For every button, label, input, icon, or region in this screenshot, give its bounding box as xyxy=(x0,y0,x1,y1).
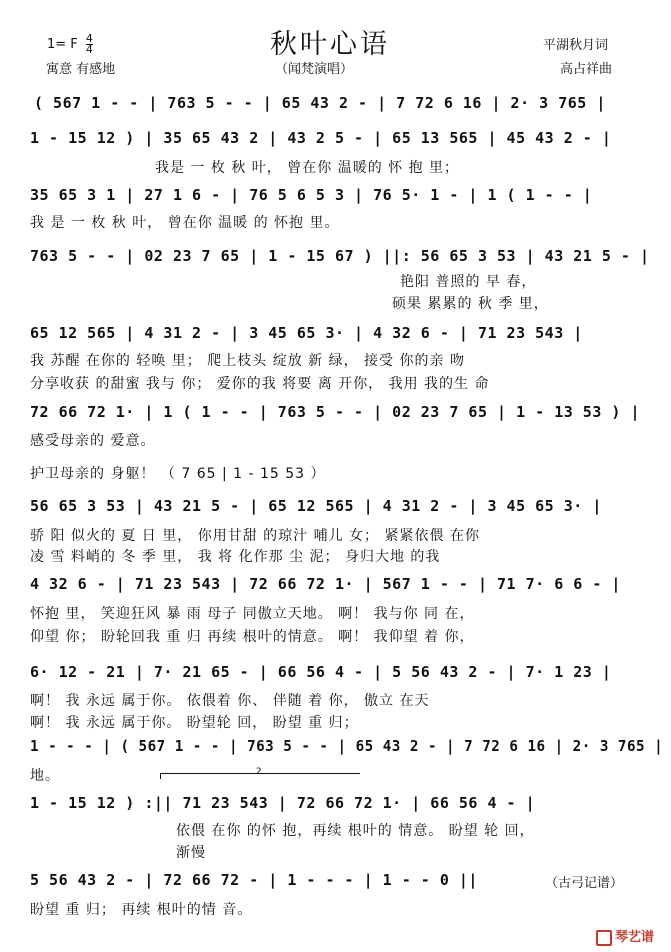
performer: （闻梵演唱） xyxy=(275,62,354,77)
lyricist: 平湖秋月词 xyxy=(543,38,609,53)
lyric-line: 我 是 一 枚 秋 叶， 曾在你 温暖 的 怀抱 里。 xyxy=(30,215,340,231)
notation-line: 1 - - - | ( 567 1 - - | 763 5 - - | 65 43 2 - | 7 72 6 16 | 2· 3 765 | xyxy=(30,737,664,755)
notation-line: 35 65 3 1 | 27 1 6 - | 76 5 6 5 3 | 76 5· 1 - | 1 ( 1 - - | xyxy=(30,186,593,204)
lyric-line: 仰望 你； 盼轮回我 重 归 再续 根叶的情意。 啊！ 我仰望 着 你， xyxy=(30,629,475,645)
lyric-line: 啊！ 我 永远 属于你。 盼望轮 回， 盼望 重 归； xyxy=(30,715,359,731)
lyric-line: 感受母亲的 爱意。 xyxy=(30,433,156,449)
lyric-line: 盼望 重 归； 再续 根叶的情 音。 xyxy=(30,902,253,918)
notation-line: 1 - 15 12 ) :|| 71 23 543 | 72 66 72 1· | 66 56 4 - | xyxy=(30,794,536,812)
notation-line: 65 12 565 | 4 31 2 - | 3 45 65 3· | 4 32 6 - | 71 23 543 | xyxy=(30,324,583,342)
lyric-line: 地。 xyxy=(30,768,60,784)
key-signature: 1= F $\frac{4}{4}$ xyxy=(47,32,93,56)
notation-line: 72 66 72 1· | 1 ( 1 - - | 763 5 - - | 02 23 7 65 | 1 - 13 53 ) | xyxy=(30,403,640,421)
lyric-line: 骄 阳 似火的 夏 日 里， 你用甘甜 的琼汁 哺儿 女； 紧紧依偎 在你 xyxy=(30,528,480,544)
volta-number: 2 xyxy=(256,767,262,777)
lyric-line: 依偎 在你 的怀 抱，再续 根叶的 情意。 盼望 轮 回， xyxy=(176,823,535,839)
volta-bracket-tick xyxy=(160,773,161,779)
lyric-line: 护卫母亲的 身躯！ （ 7 65 | 1 - 15 53 ） xyxy=(30,466,326,482)
notation-line: 4 32 6 - | 71 23 543 | 72 66 72 1· | 567 1 - - | 71 7· 6 6 - | xyxy=(30,575,621,593)
notation-line: 5 56 43 2 - | 72 66 72 - | 1 - - - | 1 - - 0 || xyxy=(30,871,478,889)
notation-line: ( 567 1 - - | 763 5 - - | 65 43 2 - | 7 72 6 16 | 2· 3 765 | xyxy=(34,94,606,112)
notation-line: 6· 12 - 21 | 7· 21 65 - | 66 56 4 - | 5 56 43 2 - | 7· 1 23 | xyxy=(30,663,612,681)
lyric-line: 怀抱 里， 笑迎狂风 暴 雨 母子 同傲立天地。 啊！ 我与你 同 在， xyxy=(30,606,475,622)
song-title: 秋叶心语 xyxy=(270,29,390,60)
notation-credit: （古弓记谱） xyxy=(545,876,624,891)
tempo-mark: 渐慢 xyxy=(176,845,206,861)
lyric-line: 啊！ 我 永远 属于你。 依偎着 你、 伴随 着 你， 傲立 在天 xyxy=(30,693,430,709)
lyric-line: 艳阳 普照的 早 春， xyxy=(400,274,537,290)
notation-line: 1 - 15 12 ) | 35 65 43 2 | 43 2 5 - | 65 13 565 | 45 43 2 - | xyxy=(30,129,612,147)
composer: 高占祥曲 xyxy=(560,62,613,77)
lyric-line: 凌 雪 料峭的 冬 季 里， 我 将 化作那 尘 泥； 身归大地 的我 xyxy=(30,549,441,565)
watermark-logo: 琴艺谱 xyxy=(596,926,654,946)
logo-icon xyxy=(596,930,612,946)
lyric-line: 分享收获 的甜蜜 我与 你； 爱你的我 将要 离 开你， 我用 我的生 命 xyxy=(30,376,490,392)
lyric-line: 我 苏醒 在你的 轻唤 里； 爬上枝头 绽放 新 绿， 接受 你的亲 吻 xyxy=(30,353,465,369)
expression-mark: 寓意 有感地 xyxy=(46,62,116,77)
lyric-line: 硕果 累累的 秋 季 里， xyxy=(392,296,549,312)
notation-line: 56 65 3 53 | 43 21 5 - | 65 12 565 | 4 31 2 - | 3 45 65 3· | xyxy=(30,497,602,515)
time-signature: $\frac{4}{4}$ xyxy=(85,32,93,56)
lyric-line: 我是 一 枚 秋 叶， 曾在你 温暖的 怀 抱 里； xyxy=(155,160,460,176)
notation-line: 763 5 - - | 02 23 7 65 | 1 - 15 67 ) ||: 56 65 3 53 | 43 21 5 - | xyxy=(30,247,650,265)
